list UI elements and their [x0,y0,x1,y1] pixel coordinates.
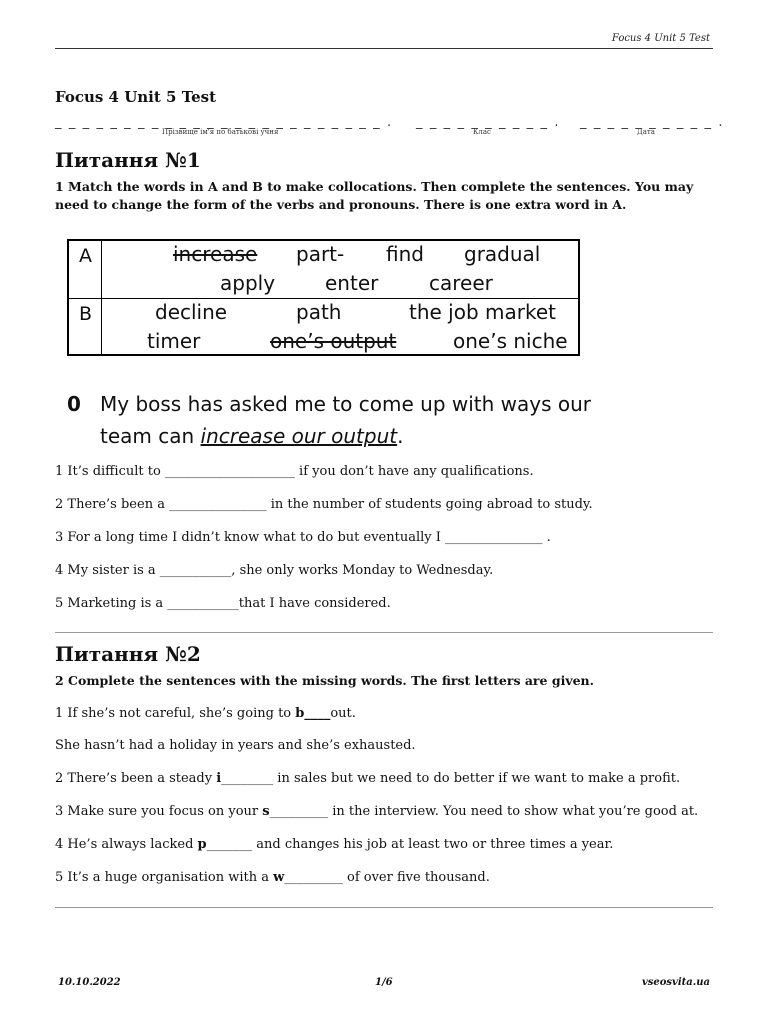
word-decline: decline [155,300,228,324]
q2-sentence-1: 1 If she’s not careful, she’s going to b____out. [55,706,356,721]
date-field[interactable]: _ _ _ _ _ _ _ _ _ _ . Дата [580,115,725,136]
question-2-title: Питання №2 [55,642,201,666]
q1-sentence-2: 2 There’s been a _______________ in the number of students going abroad to study. [55,497,593,512]
first-letter: w [273,870,285,885]
q1-sentence-4: 4 My sister is a ___________, she only works Monday to Wednesday. [55,563,494,578]
q1-sentence-5: 5 Marketing is a ___________that I have considered. [55,596,391,611]
q2-sentence-2: 2 There’s been a steady i________ in sales but we need to do better if we want to make a profit. [55,771,681,786]
word-table-row-a [69,241,578,299]
first-letter: b [295,706,305,721]
date-label: Дата [637,128,655,136]
word-part: part- [296,242,345,266]
footer-date: 10.10.2022 [58,977,121,988]
first-letter: p [197,837,207,852]
word-increase: increase [173,242,258,266]
q2-sentence-3: 3 Make sure you focus on your s_________ in the interview. You need to show what you’re good at. [55,804,699,819]
example-text: My boss has asked me to come up with ways our team can [100,392,592,448]
footer-page-number: 1/6 [375,977,393,988]
word-career: career [429,271,493,295]
answer-blank[interactable]: _______ [206,837,253,852]
example-answer: increase our output [200,424,398,448]
q1-sentence-3: 3 For a long time I didn’t know what to do but eventually I _______________ . [55,530,551,545]
student-info-fields [55,115,725,137]
answer-blank[interactable]: ________ [221,771,274,786]
example-number: 0 [67,392,81,416]
class-field[interactable]: _ _ _ _ _ _ _ _ _ _ . Клас [416,115,561,136]
word-find: find [386,242,424,266]
class-label: Клас [473,128,491,136]
name-label: Прізвище ім'я по батькові учня [162,128,279,136]
q1-sentence-1: 1 It’s difficult to ____________________ if you don’t have any qualifications. [55,464,534,479]
word-path: path [296,300,342,324]
section-divider [55,907,713,908]
name-field[interactable]: _ _ _ _ _ _ _ _ _ _ _ _ _ _ _ _ _ _ _ _ _ _ _ _ . Прізвище ім'я по батькові учня [55,115,393,136]
row-label-b: B [79,303,93,325]
page-title: Focus 4 Unit 5 Test [55,88,217,106]
question-1-title: Питання №1 [55,148,201,172]
footer-site[interactable]: vseosvita.ua [641,977,710,988]
word-ones-niche: one’s niche [453,329,568,353]
word-ones-output: one’s output [270,329,397,353]
question-1-instruction: 1 Match the words in A and B to make collocations. Then complete the sentences. You may need to change the form of the verbs and pronouns. There is one extra word in A. [55,179,694,212]
answer-blank[interactable]: _________ [269,804,329,819]
header-title: Focus 4 Unit 5 Test [611,33,710,44]
word-gradual: gradual [464,242,541,266]
q2-sentence-4: 4 He’s always lacked p_______ and changes his job at least two or three times a year. [55,837,614,852]
first-letter: i [216,771,222,786]
answer-blank[interactable]: ____ [304,706,331,721]
section-divider [55,632,713,633]
word-job-market: the job market [409,300,557,324]
answer-blank[interactable]: _________ [284,870,343,885]
word-table-row-b [69,299,578,356]
first-letter: s [262,804,270,819]
question-2-instruction: 2 Complete the sentences with the missing words. The first letters are given. [55,673,594,688]
word-apply: apply [220,271,276,295]
q2-sentence-1-continued: She hasn’t had a holiday in years and she’s exhausted. [55,738,416,753]
word-timer: timer [147,329,201,353]
example-end: . [397,424,404,448]
q2-sentence-5: 5 It’s a huge organisation with a w_________ of over five thousand. [55,870,490,885]
word-enter: enter [325,271,379,295]
row-label-a: A [79,245,92,267]
header-divider [55,48,713,49]
word-table [67,239,580,356]
